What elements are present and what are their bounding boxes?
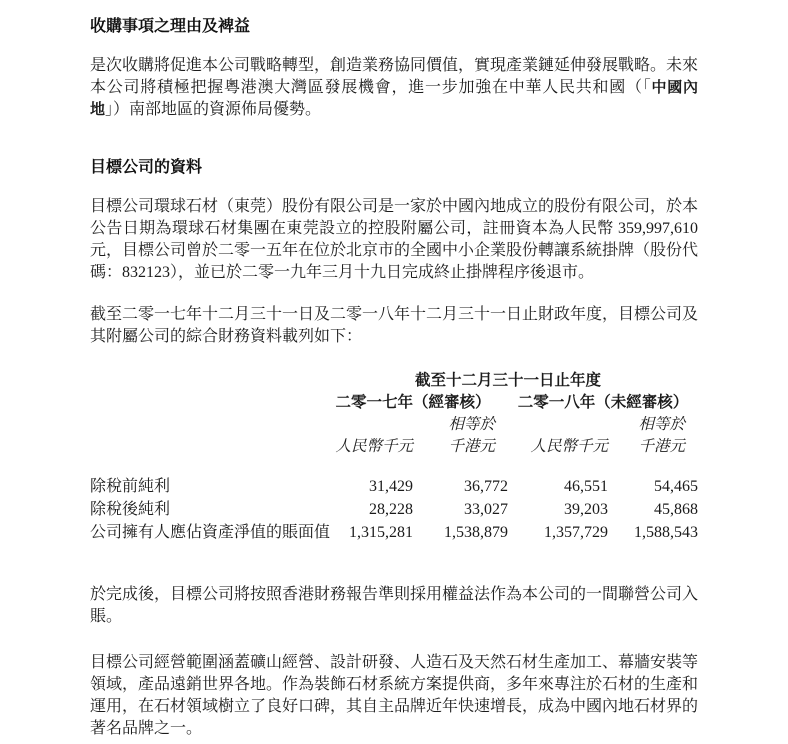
financial-summary-table [90, 368, 698, 542]
empty-cell [90, 412, 318, 434]
value-cell: 1,538,879 [444, 524, 508, 541]
table-unit-hkd-2018: 千港元 [638, 438, 686, 455]
row-label: 除稅前純利 [90, 478, 171, 495]
value-cell: 39,203 [564, 501, 608, 518]
row-label: 除稅後純利 [90, 501, 171, 518]
reasons-text-after-term: 」）南部地區的資源佈局優勢。 [105, 101, 322, 118]
table-units-row [90, 434, 698, 456]
value-cell: 31,429 [369, 478, 413, 495]
empty-cell [90, 368, 318, 390]
paragraph-equity-accounting: 於完成後，目標公司將按照香港財務報告準則採用權益法作為本公司的一間聯營公司入賬。 [90, 586, 699, 625]
value-cell: 45,868 [654, 501, 699, 518]
paragraph-target-company-overview: 目標公司環球石材（東莞）股份有限公司是一家於中國內地成立的股份有限公司，於本公告日期為環球石材集團在東莞設立的控股附屬公司，註冊資本為人民幣 359,997,610元，目標公司曾於二零一五年在位於北京市的全國中小企業股份轉讓系統掛牌（股份代碼：832123），並已於二零一九年三月十九日完成終止掛牌程序後退市。 [90, 198, 699, 281]
table-unit-hkd-2017: 千港元 [448, 438, 495, 455]
table-year-2018-header: 二零一八年（未經審核） [517, 394, 689, 411]
value-cell: 36,772 [464, 478, 508, 495]
empty-cell [508, 412, 608, 434]
value-cell: 1,315,281 [349, 524, 413, 541]
table-period-header-row [90, 368, 698, 390]
value-cell: 54,465 [654, 478, 699, 495]
paragraph-financials-intro: 截至二零一七年十二月三十一日及二零一八年十二月三十一日止財政年度，目標公司及其附屬公司的綜合財務資料載列如下： [90, 306, 699, 345]
value-cell: 1,588,543 [634, 524, 699, 541]
empty-cell [90, 434, 318, 456]
table-equivalent-label-2017: 相等於 [448, 416, 495, 433]
table-row-net-asset-book-value [90, 519, 698, 542]
row-label: 公司擁有人應佔資產淨值的賬面值 [90, 524, 331, 541]
section-heading-target-company-info: 目標公司的資料 [90, 159, 203, 176]
table-period-header: 截至十二月三十一日止年度 [415, 372, 602, 389]
value-cell: 1,357,729 [544, 524, 608, 541]
empty-cell [318, 412, 413, 434]
table-row-profit-after-tax [90, 496, 698, 519]
section-heading-acquisition-reasons: 收購事項之理由及裨益 [90, 18, 251, 35]
table-unit-rmb-2018: 人民幣千元 [530, 438, 608, 455]
table-unit-rmb-2017: 人民幣千元 [335, 438, 413, 455]
table-equivalent-label-2018: 相等於 [638, 416, 686, 433]
table-year-2017-header: 二零一七年（經審核） [335, 394, 491, 411]
empty-cell [90, 390, 318, 412]
value-cell: 33,027 [464, 501, 508, 518]
reasons-text-before-term: 是次收購將促進本公司戰略轉型，創造業務協同價值，實現產業鏈延伸發展戰略。未來本公司將積極把握粵港澳大灣區發展機會，進一步加強在中華人民共和國（「 [90, 57, 699, 96]
value-cell: 46,551 [564, 478, 608, 495]
value-cell: 28,228 [369, 501, 413, 518]
paragraph-acquisition-reasons [90, 55, 698, 121]
table-equivalent-row [90, 412, 698, 434]
defined-term-china-mainland: 中國內地 [90, 79, 698, 118]
table-year-header-row [90, 390, 698, 412]
paragraph-business-scope: 目標公司經營範圍涵蓋礦山經營、設計研發、人造石及天然石材生產加工、幕牆安裝等領域，產品遠銷世界各地。作為裝飾石材系統方案提供商，多年來專注於石材的生產和運用，在石材領域樹立了良好口碑，其自主品牌近年快速增長，成為中國內地石材界的著名品牌之一。 [90, 654, 699, 737]
table-row-profit-before-tax [90, 456, 698, 496]
